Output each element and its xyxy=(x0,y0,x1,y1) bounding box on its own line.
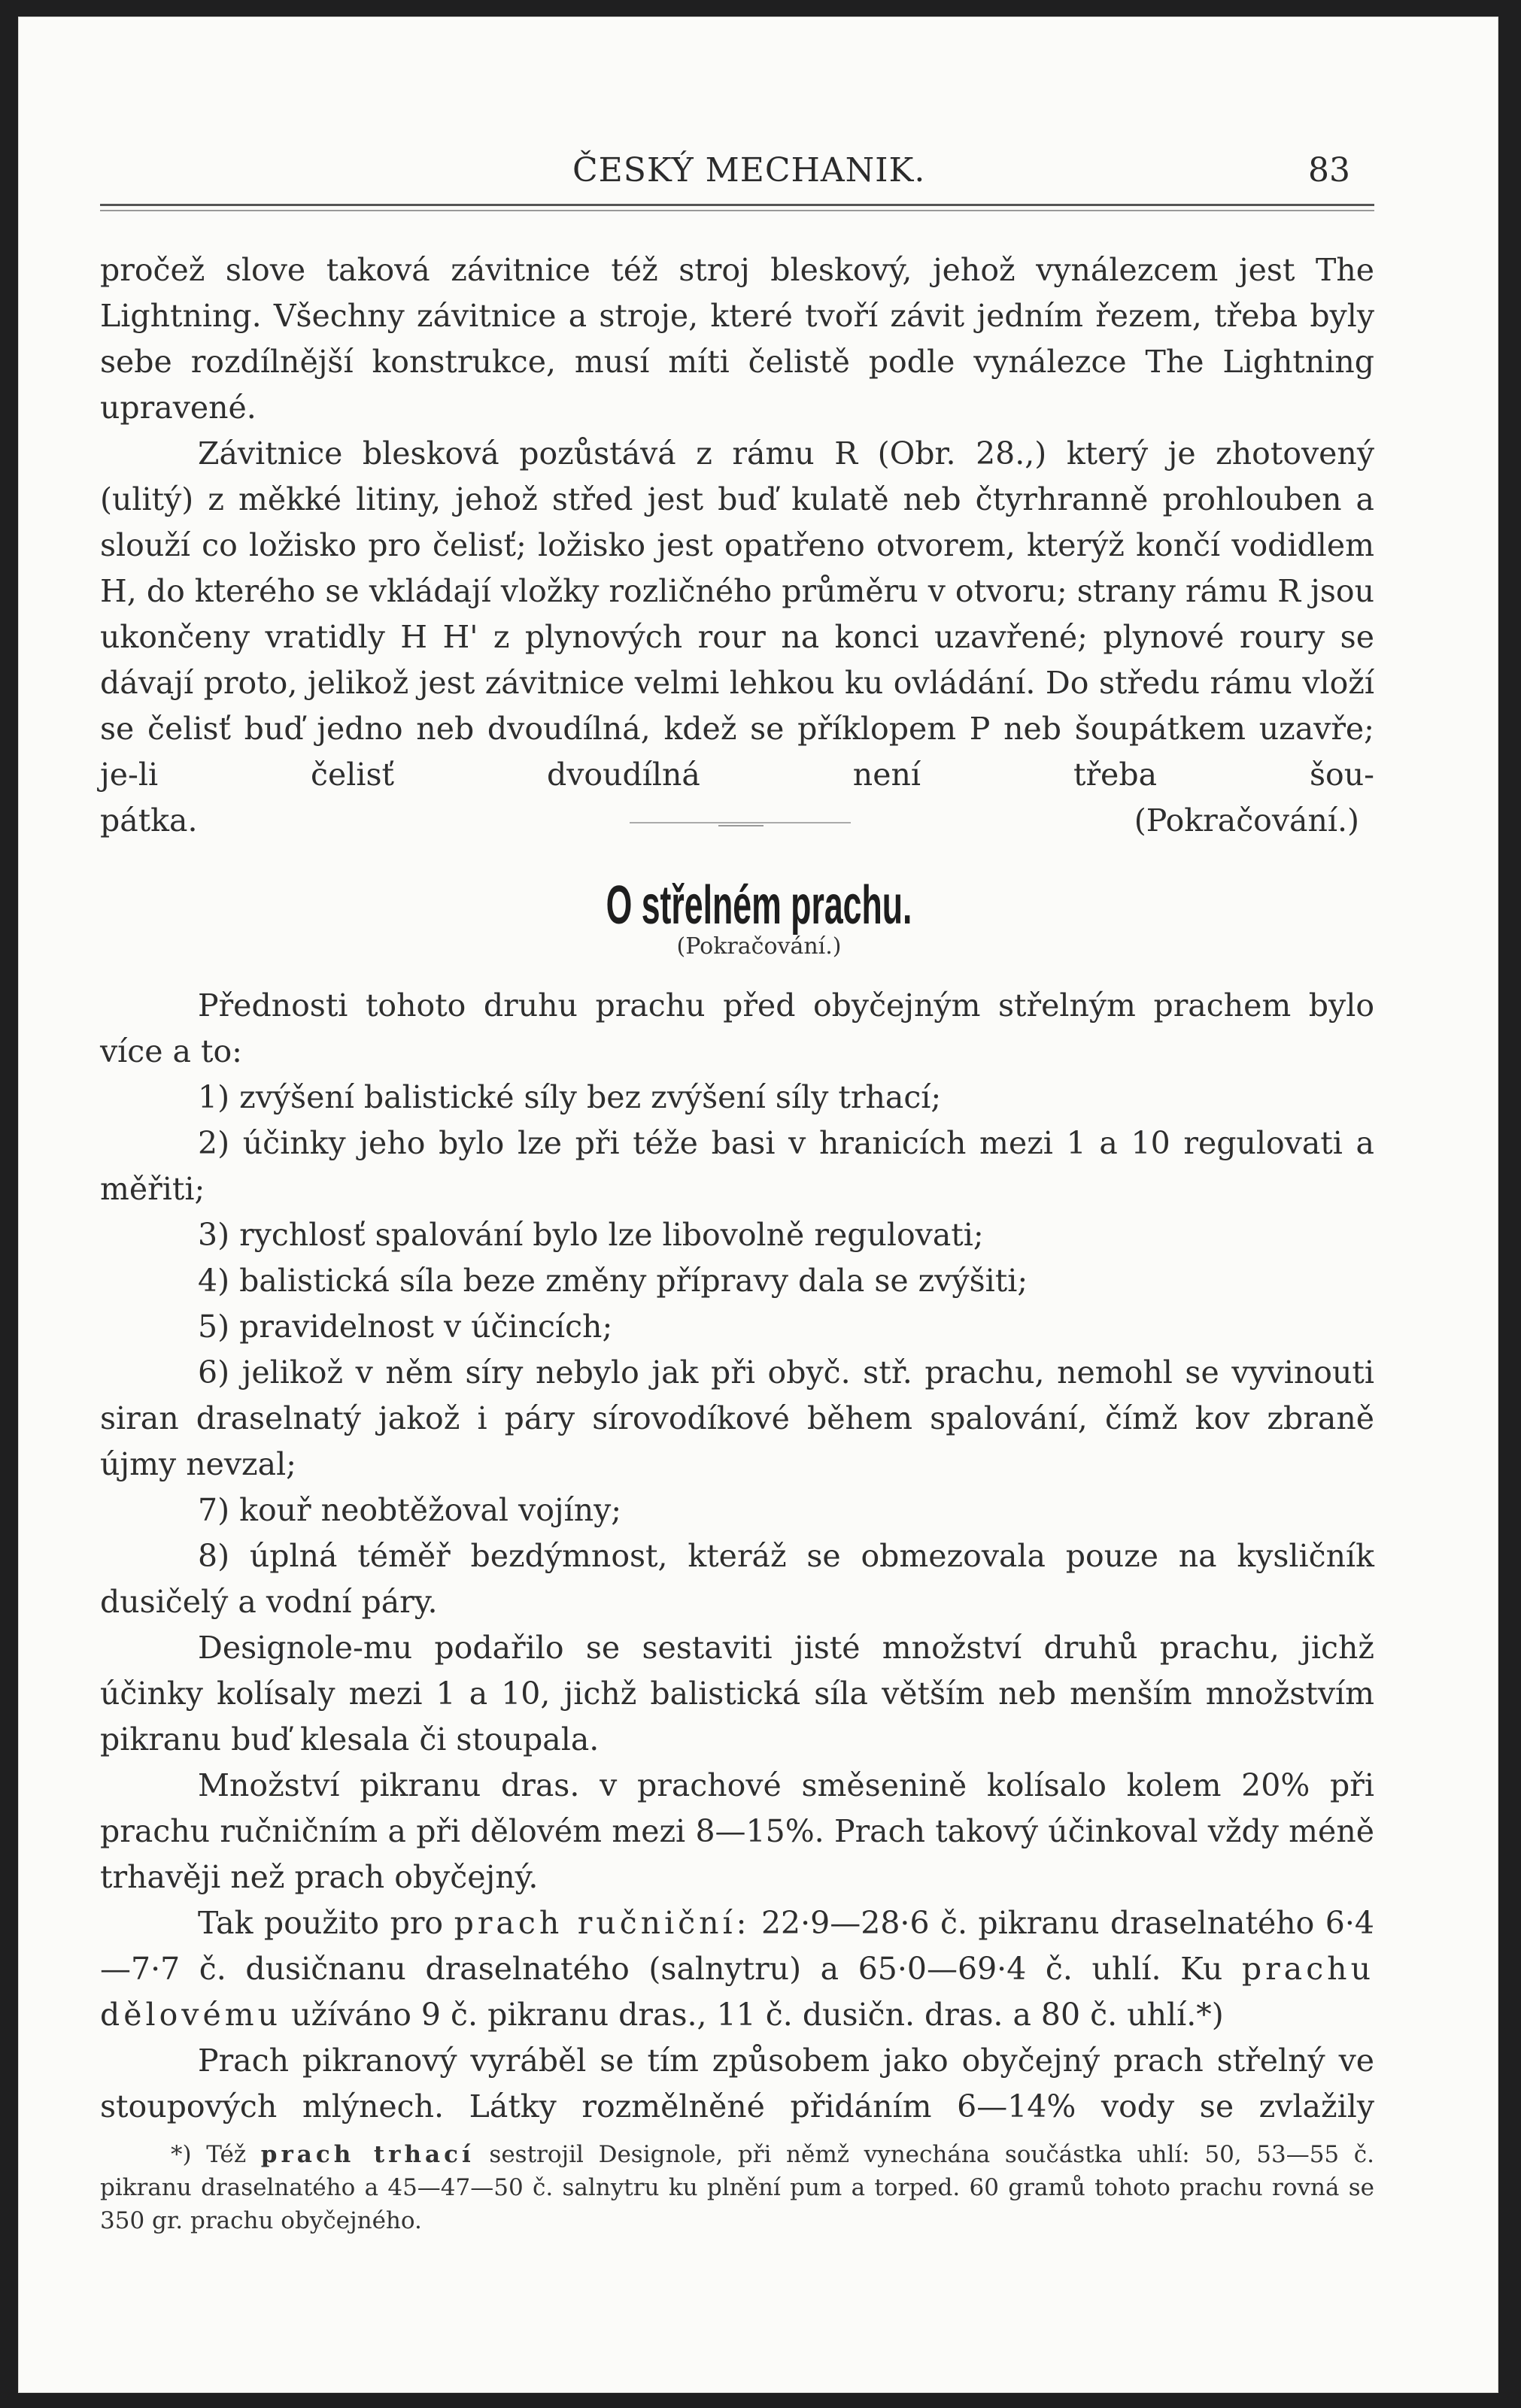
section1-text xyxy=(100,247,1374,844)
list-item: 4) balistická síla beze změny přípravy dala se zvýšiti; xyxy=(198,1263,1028,1299)
spaced-text: prach ručniční: xyxy=(454,1905,751,1941)
list-item: 8) úplná téměř bezdýmnost, kteráž se obmezovala pouze na kysličník dusičelý a vodní páry. xyxy=(100,1538,1374,1620)
list-item: 2) účinky jeho bylo lze při téže basi v hranicích mezi 1 a 10 regulovati a měřiti; xyxy=(100,1125,1374,1207)
list-item: 3) rychlosť spalování bylo lze libovolně regulovati; xyxy=(198,1217,984,1253)
running-header-title: ČESKÝ MECHANIK. xyxy=(572,151,926,190)
list-item: 5) pravidelnost v účincích; xyxy=(198,1309,613,1345)
paragraph: Přednosti tohoto druhu prachu před obyčejným střelným prachem bylo více a to: xyxy=(100,987,1374,1069)
text-run: 22·9—28·6 č. pikranu draselnatého 6·4—7·7 č. dusičnanu draselnatého (salnytru) a 65·0—69·4 č. uhlí. Ku xyxy=(100,1905,1374,1987)
paragraph: Designole-mu podařilo se sestaviti jisté množství druhů prachu, jichž účinky kolísaly mezi 1 a 10, jichž balistická síla větším neb menším množstvím pikranu buď klesala či stoupala. xyxy=(100,1630,1374,1757)
continuation-note: (Pokračování.) xyxy=(1134,802,1359,839)
header-rule-thin xyxy=(100,210,1374,211)
paragraph: Množství pikranu dras. v prachové směsenině kolísalo kolem 20% při prachu ručničním a při dělovém mezi 8—15%. Prach takový účinkoval vždy méně trhavěji než prach obyčejný. xyxy=(100,1767,1374,1895)
page xyxy=(18,17,1498,2393)
article-continuation-note: (Pokračování.) xyxy=(676,933,842,960)
paragraph-last-line xyxy=(100,798,1374,844)
paragraph-end: pátka. xyxy=(100,802,198,839)
footnote-text xyxy=(100,2138,1374,2237)
paragraph: Závitnice blesková pozůstává z rámu R (Obr. 28.,) který je zhotovený (ulitý) z měkké litiny, jehož střed jest buď kulatě neb čtyrhranně prohlouben a slouží co ložisko pro čelisť; ložisko jest opatřeno otvorem, kterýž končí vodidlem H, do kterého se vkládají vložky rozličného průměru v otvoru; strany rámu R jsou ukončeny vratidly H H' z plynových rour na konci uzavřené; plynové roury se dávají proto, jelikož jest závitnice velmi lehkou ku ovládání. Do středu rámu vloží se čelisť buď jedno neb dvoudílná, kdež se příklopem P neb šoupátkem uzavře; je-li čelisť dvoudílná není třeba šou- xyxy=(100,435,1375,793)
text-run: užíváno 9 č. pikranu dras., 11 č. dusičn. dras. a 80 č. uhlí.*) xyxy=(291,1997,1224,2033)
spaced-text: prach trhací xyxy=(260,2141,475,2168)
text-run: *) Též xyxy=(171,2141,247,2168)
paragraph: pročež slove taková závitnice též stroj bleskový, jehož vynálezcem jest The Lightning. Všechny závitnice a stroje, které tvoří závit jedním řezem, třeba byly sebe rozdílnější konstrukce, musí míti čelistě podle vynálezce The Lightning upravené. xyxy=(100,252,1374,426)
spaced-text: prachu dělovému xyxy=(100,1951,1374,2033)
section-separator-accent xyxy=(718,825,764,826)
paragraph xyxy=(100,1900,1374,2038)
section-separator xyxy=(630,822,851,823)
list-item: 7) kouř neobtěžoval vojíny; xyxy=(198,1492,622,1528)
footnote xyxy=(100,2138,1374,2237)
article-body xyxy=(100,983,1374,2130)
article-title: O střelném prachu. xyxy=(606,875,912,936)
page-number: 83 xyxy=(1308,151,1350,190)
list-item: 1) zvýšení balistické síly bez zvýšení síly trhací; xyxy=(198,1079,942,1115)
list-item: 6) jelikož v něm síry nebylo jak při obyč. stř. prachu, nemohl se vyvinouti siran draselnatý jakož i páry sírovodíkové během spalování, čímž kov zbraně újmy nevzal; xyxy=(100,1354,1374,1482)
paragraph: Prach pikranový vyráběl se tím způsobem jako obyčejný prach střelný ve stoupových mlýnech. Látky rozmělněné přidáním 6—14% vody se zvlažily xyxy=(100,2043,1374,2124)
text-run: Tak použito pro xyxy=(198,1905,444,1941)
text-run: sestrojil Designole, při němž vynechána součástka uhlí: 50, 53—55 č. pikranu draselnatého a 45—47—50 č. salnytru ku plnění pum a torped. 60 gramů tohoto prachu rovná se 350 gr. prachu obyčejného. xyxy=(100,2141,1374,2234)
header-rule xyxy=(100,204,1374,206)
